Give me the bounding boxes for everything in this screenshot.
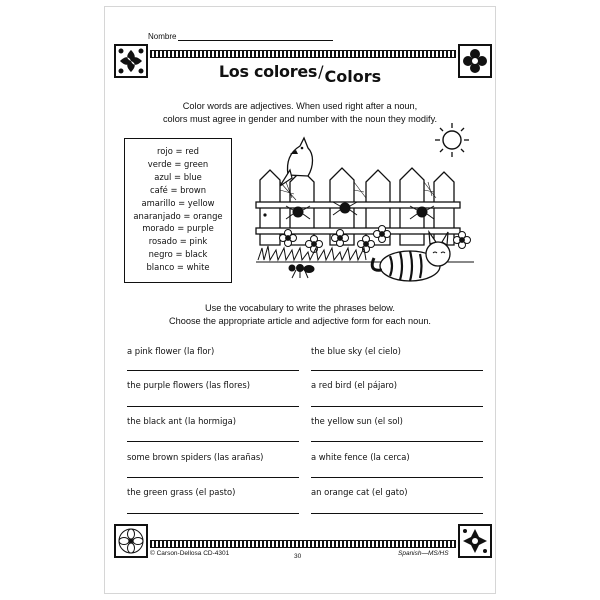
vocab-item: amarillo = yellow [141, 197, 215, 208]
answer-line[interactable] [127, 440, 299, 442]
ant-icon [289, 265, 314, 279]
vocab-item: anaranjado = orange [133, 210, 223, 221]
vocab-item: negro = black [148, 249, 208, 260]
worksheet-page [104, 6, 496, 594]
title-spanish: Los colores [218, 62, 318, 81]
corner-ornament-bottom-left [114, 524, 148, 558]
answer-line[interactable] [127, 369, 299, 371]
title-english: Colors [324, 67, 382, 86]
footer-copyright: © Carson-Dellosa CD-4301 [150, 550, 230, 557]
vocab-item: café = brown [149, 184, 207, 195]
exercise-prompt: the purple flowers (las flores) [127, 380, 250, 390]
instructions-text [150, 302, 450, 328]
vocab-item: verde = green [147, 158, 209, 169]
exercise-prompt: the black ant (la hormiga) [127, 416, 237, 426]
answer-line[interactable] [127, 405, 299, 407]
exercise-prompt: a red bird (el pájaro) [311, 380, 398, 390]
vocab-item: rojo = red [157, 146, 199, 156]
illustration [250, 120, 480, 285]
exercise-prompt: an orange cat (el gato) [311, 487, 408, 497]
answer-line[interactable] [311, 369, 483, 371]
exercise-prompt: some brown spiders (las arañas) [127, 452, 264, 462]
name-field [148, 32, 333, 41]
intro-line-2: colors must agree in gender and number with the noun they modify. [162, 114, 438, 124]
exercise-prompt: the blue sky (el cielo) [311, 346, 401, 356]
answer-line[interactable] [311, 440, 483, 442]
ornament-icon [460, 526, 490, 556]
vocab-item: blanco = white [146, 262, 210, 273]
vocabulary-box [124, 138, 232, 283]
vocab-item: rosado = pink [148, 236, 208, 247]
vocab-item: azul = blue [154, 171, 202, 182]
exercise-prompt: the yellow sun (el sol) [311, 416, 403, 426]
corner-ornament-top-left [114, 44, 148, 78]
name-label: Nombre [148, 32, 177, 41]
instructions-line-1: Use the vocabulary to write the phrases below. [205, 303, 395, 313]
answer-line[interactable] [127, 476, 299, 478]
footer-subject: Spanish—MS/HS [398, 550, 449, 557]
bottom-border-bar [150, 540, 456, 548]
exercise-prompt: a white fence (la cerca) [311, 452, 410, 462]
answer-line[interactable] [311, 476, 483, 478]
page-title [190, 62, 410, 86]
footer-page-number: 30 [294, 553, 302, 560]
top-border-bar [150, 50, 456, 58]
corner-ornament-top-right [458, 44, 492, 78]
title-slash: / [318, 62, 324, 81]
flower-icon [460, 46, 490, 76]
corner-ornament-bottom-right [458, 524, 492, 558]
flower-icon [116, 526, 146, 556]
instructions-line-2: Choose the appropriate article and adjective form for each noun. [168, 316, 431, 326]
intro-line-1: Color words are adjectives. When used right after a noun, [182, 101, 418, 111]
sun-icon [435, 123, 469, 157]
vocab-item: morado = purple [142, 223, 214, 234]
name-line [178, 32, 333, 41]
exercise-prompt: a pink flower (la flor) [127, 346, 215, 356]
answer-line[interactable] [127, 512, 299, 514]
answer-line[interactable] [311, 405, 483, 407]
garden-scene-image [250, 120, 480, 285]
answer-line[interactable] [311, 512, 483, 514]
exercise-prompt: the green grass (el pasto) [127, 487, 236, 497]
ornament-icon [116, 46, 146, 76]
